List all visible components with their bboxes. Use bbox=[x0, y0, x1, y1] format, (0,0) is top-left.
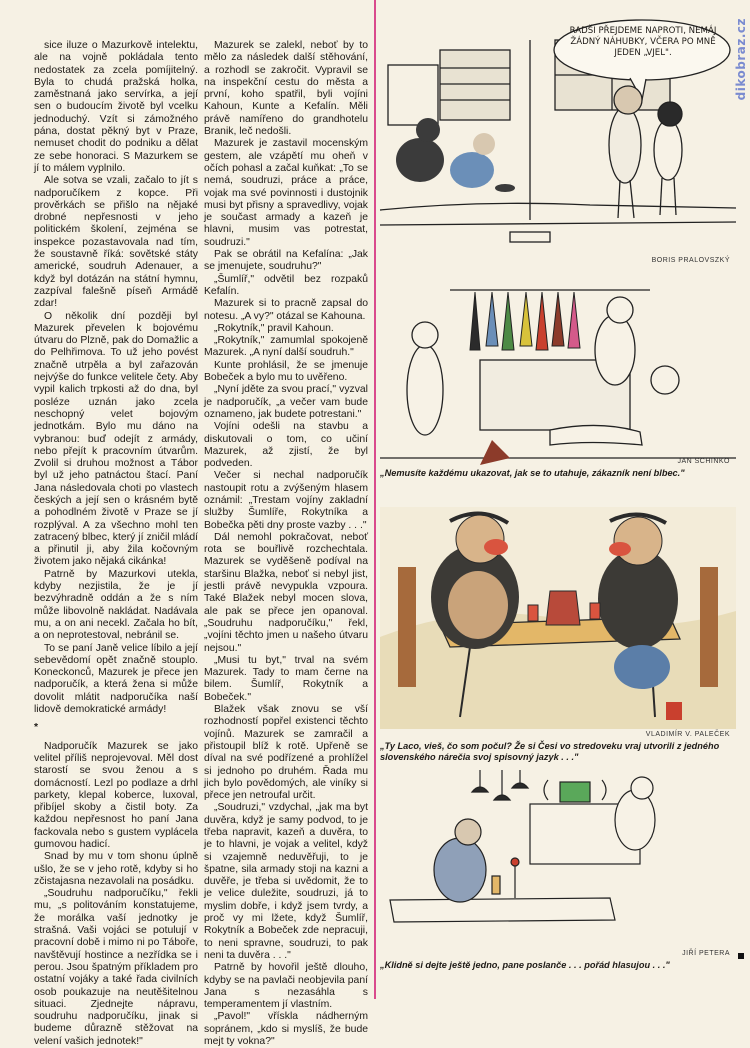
speech-bubble-text: RADŠI PŘEJDEME NAPROTI, NEMÁJ ŽÁDNÝ NÁHUBKY, VČERA PO MNĚ JEDEN „VJEL". bbox=[569, 26, 717, 58]
page-marker bbox=[738, 953, 744, 959]
cartoon-caption: „Nemusíte každému ukazovat, jak se to utahuje, zákazník není blbec." bbox=[380, 468, 685, 478]
paragraph: „Soudruhu nadporučíku," řekli mu, „s politováním konstatujeme, že morálka vaší jednotky je strašná. Vaši vojáci se potulují v pracovní době i mimo ni po Táboře, navštěvují hostince a nezřídka se i perou. Jsou špatným příkladem pro ostatní vojáky a také řada civilních osob poukazuje na neutěšitelnou situaci. Zjednejte nápravu, soudruhu nadporučíku, jinak si budeme důrazně stěžovat na velení vašich jednotek!" bbox=[34, 888, 198, 1047]
cartoon-restaurant-illustration bbox=[380, 770, 736, 946]
paragraph: sice iluze o Mazurkově intelektu, ale na vojně pokládala tento nedostatek za zcela pomíjitelný. Byla to chudá pražská holka, zaměstnaná jako servírka, a její sen o budoucím životě byl vcelku jednoduchý. Vzít si zámožného pána, dostat pěkný byt v Praze, nemuset chodit do podniku a dělat ze sebe honoraci. S Mazurkem se jí to málem vyplnilo. bbox=[34, 40, 198, 174]
paragraph: Večer si nechal nadporučík nastoupit rotu a zvýšeným hlasem oznámil: „Trestam vojíny zakladní služby Šumlíře, Rokytníka a Bobečka pěti dny proste vazby . . ." bbox=[204, 470, 368, 531]
cartoon-caption: „Ty Laco, vieš, čo som počul? Že si Česi vo stredoveku vraj utvorili z jedného slovenského nárečia svoj spisovný jazyk . . ." bbox=[380, 741, 720, 762]
paragraph: „Šumlíř," odvětil bez rozpaků Kefalín. bbox=[204, 273, 368, 297]
artist-credit: VLADIMÍR V. PALEČEK bbox=[645, 731, 730, 738]
paragraph: „Rokytník," pravil Kahoun. bbox=[214, 322, 334, 334]
paragraph: Mazurek je zastavil mocenským gestem, ale vzápětí mu oheň v očích pohasl a začal kuňkat: „To se nemá, soudruzi, práce a práce, vojak ma své povinnosti i dustojnik musi byt přisny a spravedlivy, vojak je součast armady a kazeň je hlavni, musim vas potrestat, soudruzi." bbox=[204, 138, 368, 248]
cartoon-pub-illustration bbox=[380, 507, 736, 729]
paragraph: O několik dní později byl Mazurek převelen k bojovému útvaru do Plzně, pak do Domažlic a do Pelhřimova. To už jeho povést značně utrpěla a byl zařazován nejvýše do funkce velitele čety. Aby vypil kalich trpkosti až do dna, byl posléze uznán jako zcela neschopný velet bojovým jednotkám. Bylo mu dáno na vybranou: buď odejít z armády, nebo přejít k pracovním útvarům. Zvolil si druhou možnost a Tábor byl už jeho patnáctou štací. Paní Jana následovala choti po vlastech českých a její sen o krásném bytě a pohodlném životě v Praze se jí rozplýval. A za všechno mohl ten zatracený blbec, který jí zničil mládí a přinutil ji, aby žila kočovným životem jako nějaká cikánka! bbox=[34, 310, 198, 568]
paragraph: Vojíni odešli na stavbu a diskutovali o tom, co učiní Mazurek, až zjistí, že byl podveden. bbox=[204, 421, 368, 470]
paragraph: Dál nemohl pokračovat, neboť rota se bouřlivě rozchechtala. Mazurek se vyděšeně podíval na staršinu Blažka, neboť si nebyl jist, jestli právě nevypukla vzpoura. Také Blažek nebyl mocen slova, ale pak se přece jen opanoval. „Soudruhu nadporučíku," řekl, „vojíni těchto jmen u našeho útvaru nejsou." bbox=[204, 531, 368, 654]
paragraph: „Musi tu byt," trval na svém Mazurek. Tady to mam černe na bilem. Šumlíř, Rokytník a Bobeček." bbox=[204, 654, 368, 703]
paragraph: „Rokytník," zamumlal spokojeně Mazurek. „A nyní další soudruh." bbox=[204, 335, 368, 359]
paragraph: „Nyní jděte za svou prací," vyzval je nadporučík, „a večer vam bude oznameno, jak budete potrestani." bbox=[204, 384, 368, 420]
article-column-left bbox=[34, 40, 198, 1047]
artist-credit: BORIS PRALOVSZKÝ bbox=[651, 257, 730, 264]
paragraph: Mazurek si to pracně zapsal do notesu. „A vy?" otázal se Kahouna. bbox=[204, 298, 368, 322]
paragraph: Patrně by hovořil ještě dlouho, kdyby se na pavlači neobjevila paní Jana s nezasáhla s temperamentem jí vlastním. bbox=[204, 962, 368, 1011]
paragraph: Patrně by Mazurkovi utekla, kdyby nezjistila, že je jí bezvýhradně oddán a že s ním může libovolně nakládat. Nadávala mu, a on ani necekl. Začala ho bít, a on neprotestoval, nebránil se. bbox=[34, 568, 198, 642]
paragraph: „Pavol!" vřískla nádherným sopránem, „kdo si myslíš, že bude mejt ty vokna?" bbox=[204, 1011, 368, 1048]
artist-credit: JIŘÍ PETERA bbox=[682, 950, 730, 957]
paragraph: Mazurek se zalekl, neboť by to mělo za následek další stěhování, a rozhodl se zakročit. Vypravil se na inspekční cestu do města a první, koho spatřil, byli vojíni Kahoun, Kunte a Kefalín. Měli právě namířeno do grandhotelu Branik, leč nedošli. bbox=[204, 40, 368, 138]
paragraph: Blažek však znovu se vší rozhodností popřel existenci těchto vojínů. Mazurek se zamračil a přistoupil blíž k rotě. Upřeně se díval na své podřízené a prohlížel si jednoho po druhém. Řada mu jich bylo povědomých, ale viníky si přece jen netroufal určit. bbox=[204, 704, 368, 802]
cartoon-tie-shop-illustration bbox=[380, 280, 736, 470]
paragraph: Ale sotva se vzali, začalo to jít s nadporučíkem z kopce. Při prověrkách se přišlo na nějaké drobné nepřesnosti v jeho politickém školení, zejména se inspekce pozastavovala nad tím, že soustavně říká: sovětské státy americké, soudruh Adenauer, a když byl dotázán na státní hymnu, zazpíval falešně píseň Armádě zdar! bbox=[34, 175, 198, 310]
cartoon-street bbox=[380, 10, 736, 275]
paragraph: Nadporučík Mazurek se jako velitel příliš neprojevoval. Měl dost starostí se svou ženou a s domácností. Lezl po podlaze a drhl parkety, klepal koberce, luxoval, přibíjel skoby a čistil boty. Za každou nepřesnost ho paní Jana fackovala nebo s gustem vyplácela gumovou hadicí. bbox=[34, 740, 198, 850]
paragraph: To se paní Janě velice líbilo a její sebevědomí opět značně stouplo. Koneckonců, Mazurek je přece jen nadporučík, a která žena si může dovolit mlátit nadporučíka naší lidově demokratické armády! bbox=[34, 642, 198, 716]
cartoon-pub bbox=[380, 507, 736, 767]
paragraph: Snad by mu v tom shonu úplně ušlo, že se v jeho rotě, kdyby si ho zčistajasna nezavolali na posádku. bbox=[34, 851, 198, 887]
paragraph: Kunte prohlásil, že se jmenuje Bobeček a bylo mu to uvěřeno. bbox=[204, 359, 368, 384]
cartoon-caption: „Klidně si dejte ještě jedno, pane poslanče . . . pořád hlasujou . . ." bbox=[380, 960, 670, 970]
column-divider bbox=[374, 0, 376, 999]
cartoon-tie-shop bbox=[380, 280, 736, 502]
paragraph: Pak se obrátil na Kefalína: „Jak se jmenujete, soudruhu?" bbox=[204, 249, 368, 273]
paragraph: „Soudruzi," vzdychal, „jak ma byt duvěra, když je samy podvod, to je třeba napravit, kazeň a duvěra, to je to hlavni, je vojak a velitel, když si vzajemně neduvěřuji, to je špatne, sila armady stoji na kazni a duvěře, je třeba si uvědomit, že to je velice duležite, soudruzi, já to myslim dobře, i když jsem tvrdy, a proč vy mi lžete, když Šumlíř, Rokytník a Bobeček zde nepracuji, to neni spravne, soudruzi, to pak neni ta duvěra . . ." bbox=[204, 802, 368, 961]
artist-credit: JAN SCHINKO bbox=[677, 458, 730, 465]
article-column-middle bbox=[204, 40, 368, 1048]
watermark: dikobraz.cz bbox=[734, 18, 748, 101]
cartoon-restaurant bbox=[380, 770, 736, 970]
section-separator: * bbox=[34, 722, 39, 734]
